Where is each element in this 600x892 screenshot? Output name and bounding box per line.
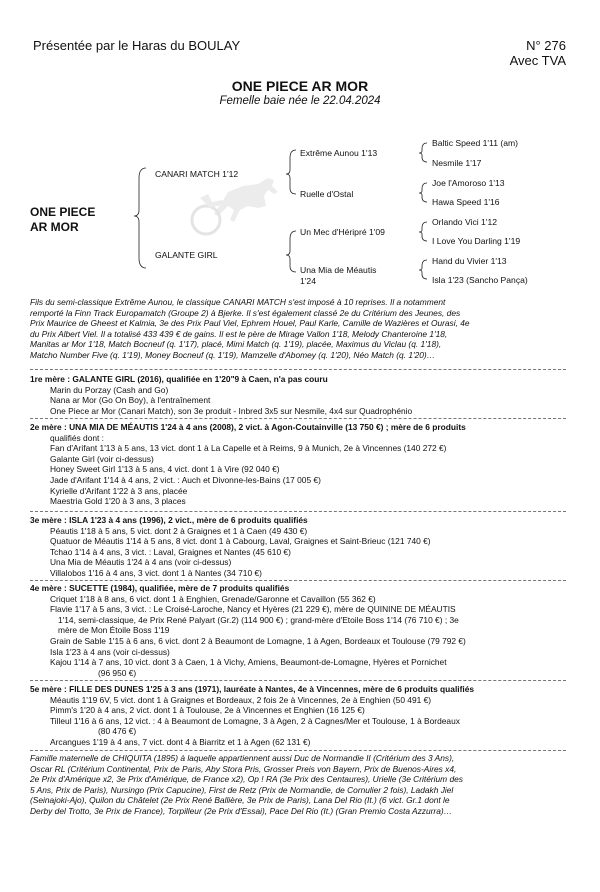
produce-line: 1'14, semi-classique, 4e Prix René Palyart (Gr.2) (114 900 €) ; grand-mère d'Etoile Boss 1'14 (76 710 €) ; 3e [58, 614, 459, 625]
family-note-line: Oscar RL (Critérium Continental, Prix de Paris, Aby Stora Pris, Grosser Preis von Bayern, Prix de Buenos-Aires x4, [30, 763, 457, 774]
produce-line: (96 950 €) [98, 667, 137, 678]
dam-dam-name: Una Mia de Méautis [300, 265, 377, 275]
produce-line: Jade d'Arifant 1'14 à 4 ans, 2 vict. : Auch et Divonne-les-Bains (17 005 €) [50, 474, 321, 485]
produce-line: Quatuor de Méautis 1'14 à 5 ans, 8 vict. dont 1 à Cabourg, Laval, Graignes et Saint-Brieuc (121 740 €) [50, 536, 431, 547]
produce-line: One Piece ar Mor (Canari Match), son 3e produit - Inbred 3x5 sur Nesmile, 4x4 sur Quadrophénio [50, 405, 413, 416]
sire-note-line: du Prix Albert Viel. Il a totalisé 433 439 € de gains. Il est le père de Mirage Vallon 1'18, Melody Chanteroine 1'18, [30, 328, 448, 339]
family-note-line: 2e Prix d'Amérique x2, 3e Prix d'Amérique, de France x2), Op ! RA (3e Prix des Centaures), Urielle (3e Critérium des [30, 774, 463, 785]
presenter-text: Présentée par le Haras du BOULAY [33, 38, 241, 53]
bracket-main [134, 168, 146, 268]
produce-line: Una Mia de Méautis 1'24 à 4 ans (voir ci-dessus) [50, 557, 232, 568]
produce-line: (80 476 €) [98, 726, 137, 737]
dam-heading: 5e mère : FILLE DES DUNES 1'25 à 3 ans (1971), lauréate à Nantes, 4e à Vincennes, mère de 6 produits qualifiés [30, 684, 475, 694]
produce-line: Grain de Sable 1'15 à 6 ans, 6 vict. dont 2 à Beaumont de Lomagne, 1 à Agen, Bordeaux et Toulouse (79 792 €) [50, 635, 466, 646]
family-note [30, 753, 566, 817]
sire-note-line: Manitas ar Mor 1'18, Match Bocneuf (q. 1'17), placé, Mimi Match (q. 1'19), placée, Maximus du Viclau (q. 1'18), [30, 339, 442, 350]
sire-note-line: Matcho Number Five (q. 1'19), Money Bocneuf (q. 1'19), Mamzelle d'Abomey (q. 1'20), Néo Match (q. 1'20)… [30, 349, 436, 360]
family-note-line: 5 Ans, Prix de Paris), Nursingo (Prix Capucine), First de Retz (Prix de Normandie, de Cornulier 2 fois), Ladakh Jiel [30, 784, 454, 795]
third-dam-section [30, 515, 566, 579]
dam-heading: 3e mère : ISLA 1'23 à 4 ans (1996), 2 vict., mère de 6 produits qualifiés [30, 515, 308, 525]
page-title: ONE PIECE AR MOR [231, 78, 369, 94]
bracket-gg1 [419, 143, 427, 162]
ggp-1: Baltic Speed 1'11 (am) [432, 138, 519, 148]
produce-line: mère de Mon Étoile Boss 1'19 [58, 625, 170, 636]
family-note-line: Famille maternelle de CHIQUITA (1895) à laquelle appartiennent aussi Duc de Normandie II (Critérium des 3 Ans), [30, 753, 455, 763]
dam-heading: 2e mère : UNA MIA DE MÉAUTIS 1'24 à 4 ans (2008), 2 vict. à Agon-Coutainville (13 750 €) ; mère de 6 produits [30, 422, 466, 432]
ggp-8: Isla 1'23 (Sancho Pança) [432, 275, 528, 285]
ggp-5: Orlando Vici 1'12 [432, 217, 498, 227]
produce-line: Maestria Gold 1'20 à 3 ans, 3 places [50, 496, 186, 507]
dam-heading: 1re mère : GALANTE GIRL (2016), qualifiée en 1'20"9 à Caen, n'a pas couru [30, 374, 328, 384]
produce-line: Marin du Porzay (Cash and Go) [50, 384, 169, 395]
ggp-6: I Love You Darling 1'19 [432, 236, 521, 246]
fourth-dam-section [30, 583, 566, 678]
section-divider [30, 511, 566, 512]
produce-line: Flavie 1'17 à 5 ans, 3 vict. : Le Croisé-Laroche, Nancy et Hyères (21 229 €), mère de QUININE DE MÉAUTIS [50, 604, 456, 615]
ggp-3: Joe l'Amoroso 1'13 [432, 178, 505, 188]
second-dam-section [30, 422, 566, 507]
produce-line: Fan d'Arifant 1'13 à 5 ans, 13 vict. dont 1 à La Capelle et à Reims, 9 à Munich, 2e à Vincennes (140 272 €) [50, 443, 447, 454]
trotting-horse-icon [188, 172, 298, 242]
section-divider [30, 418, 566, 419]
fifth-dam-section [30, 684, 566, 748]
produce-line: Arcangues 1'19 à 4 ans, 7 vict. dont 4 à Biarritz et 1 à Agen (62 131 €) [50, 736, 311, 747]
section-divider [30, 750, 566, 751]
dam-dam-time: 1'24 [300, 276, 316, 286]
produce-line: Tchao 1'14 à 4 ans, 3 vict. : Laval, Graignes et Nantes (45 610 €) [50, 546, 291, 557]
dam-heading-cont: qualifiés dont : [50, 432, 105, 443]
produce-line: Criquet 1'18 à 8 ans, 6 vict. dont 1 à Enghien, Grenade/Garonne et Cavaillon (55 362 €) [50, 593, 376, 604]
produce-line: Isla 1'23 à 4 ans (voir ci-dessus) [50, 646, 170, 657]
sire-note-line: remporté la Finn Track Europamatch (Groupe 2) à Bjerke. Il s'est également classé 2e du Critérium des Jeunes, des [30, 307, 461, 318]
produce-line: Nana ar Mor (Go On Boy), à l'entraînement [50, 395, 211, 406]
bracket-gg3 [419, 222, 427, 241]
horse-description: Femelle baie née le 22.04.2024 [219, 95, 381, 107]
vat-label: Avec TVA [509, 53, 566, 68]
first-dam-section [30, 374, 566, 416]
produce-line: Kyrielle d'Arifant 1'22 à 3 ans, placée [50, 485, 188, 496]
produce-line: Kajou 1'14 à 7 ans, 10 vict. dont 3 à Caen, 1 à Vichy, Amiens, Beaumont-de-Lomagne, Hyères et Pornichet [50, 657, 447, 668]
ggp-7: Hand du Vivier 1'13 [432, 256, 507, 266]
lot-number: N° 276 [526, 38, 566, 53]
sire-dam-name: Ruelle d'Ostal [300, 189, 354, 199]
horse-name-line2: AR MOR [30, 220, 79, 234]
section-divider [30, 580, 566, 581]
sire-note-line: Fils du semi-classique Extrême Aunou, le classique CANARI MATCH s'est imposé à 10 reprises. Il a notamment [30, 297, 446, 307]
produce-line: Honey Sweet Girl 1'13 à 5 ans, 4 vict. dont 1 à Vire (92 040 €) [50, 464, 280, 475]
produce-line: Tilleul 1'16 à 6 ans, 12 vict. : 4 à Beaumont de Lomagne, 3 à Agen, 2 à Cagnes/Mer et Toulouse, 1 à Bordeaux [50, 715, 460, 726]
produce-line: Méautis 1'19 6V, 5 vict. dont 1 à Graignes et Bordeaux, 2 fois 2e à Vincennes, 2e à Enghien (50 491 €) [50, 694, 432, 705]
produce-line: Villalobos 1'16 à 4 ans, 3 vict. dont 1 à Nantes (34 710 €) [50, 567, 262, 578]
dam-name: GALANTE GIRL [155, 250, 218, 260]
family-note-line: (Seinajoki-Ajo), Quilon du Châtelet (2e Prix René Ballière, 3e Prix de Paris), Lana Del Rio (It.) (6 vict. Gr.1 dont le [30, 795, 450, 806]
horse-name-line1: ONE PIECE [30, 205, 96, 219]
produce-line: Galante Girl (voir ci-dessus) [50, 453, 154, 464]
family-note-line: Derby del Trotto, 3e Prix de France), Torpilleur (2e Prix d'Essai), Pace Del Rio (It.) (Gran Premio Costa Azzurra)… [30, 805, 453, 816]
bracket-gg4 [419, 260, 427, 279]
sire-sire-name: Extrême Aunou 1'13 [300, 148, 378, 158]
produce-line: Péautis 1'18 à 5 ans, 5 vict. dont 2 à Graignes et 1 à Caen (49 430 €) [50, 525, 308, 536]
produce-line: Pimm's 1'20 à 4 ans, 2 vict. dont 1 à Toulouse, 2e à Vincennes et Enghien (16 125 €) [50, 705, 365, 716]
sire-name: CANARI MATCH 1'12 [155, 169, 239, 179]
ggp-4: Hawa Speed 1'16 [432, 197, 500, 207]
bracket-gg2 [419, 183, 427, 202]
sire-note [30, 297, 566, 361]
section-divider [30, 369, 566, 370]
ggp-2: Nesmile 1'17 [432, 158, 482, 168]
dam-heading: 4e mère : SUCETTE (1984), qualifiée, mère de 7 produits qualifiés [30, 583, 290, 593]
section-divider [30, 680, 566, 681]
dam-sire-name: Un Mec d'Héripré 1'09 [300, 227, 385, 237]
sire-note-line: Prix Maurice de Gheest et Kalmia, 3e des Prix Paul Viel, Ephrem Houel, Paul Karle, Camille de Wazières et Ourasi, 4e [30, 318, 470, 329]
